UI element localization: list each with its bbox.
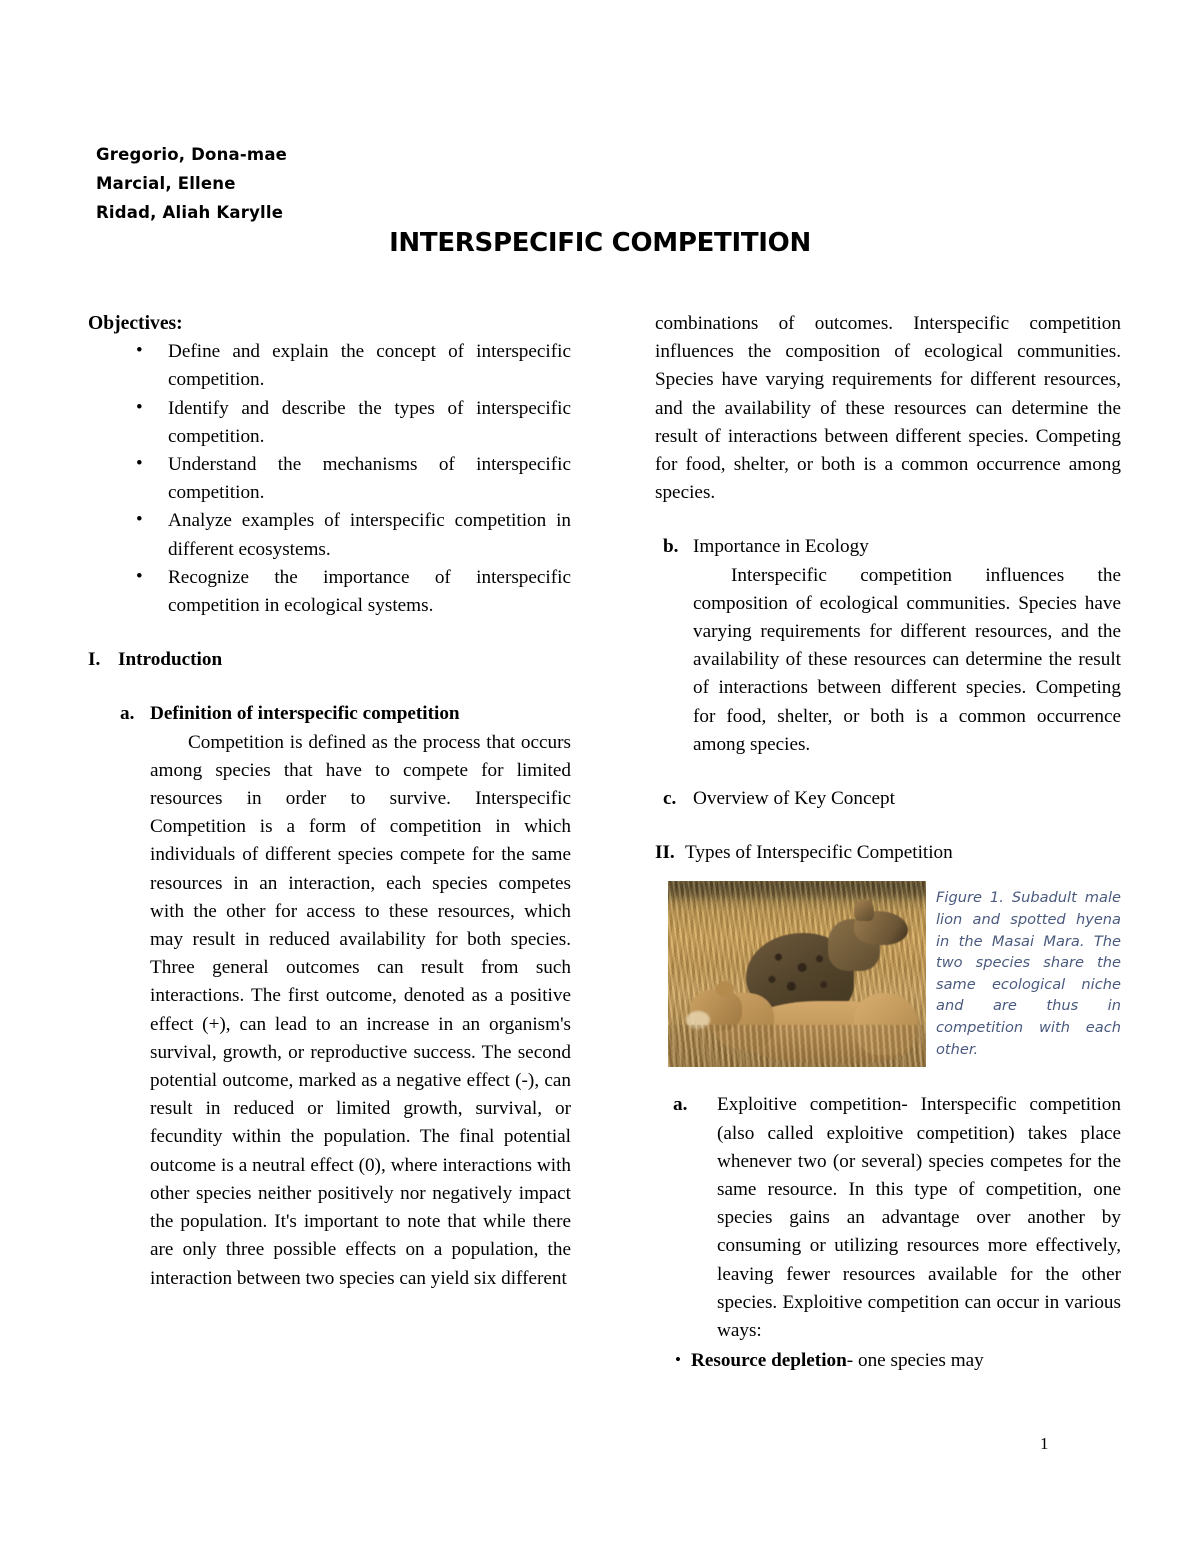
bullet-lead-term: Resource depletion <box>691 1350 847 1372</box>
section-number: I. <box>88 649 101 671</box>
definition-paragraph-continued: combinations of outcomes. Interspecific competition influences the composition of ecological communities. Species have varying requirements for different resources, and the availability of these resources can determine the result of interactions between different species. Competing for food, shelter, or both is a common occurrence among species. <box>655 313 1121 504</box>
importance-paragraph: Interspecific competition influences the composition of ecological communities. Species have varying requirements for different resources, and the availability of these resources can determine the result of interactions between different species. Competing for food, shelter, or both is a common occurrence among species. <box>693 564 1121 755</box>
subsection-heading-importance <box>655 533 1121 561</box>
bullet-resource-depletion <box>655 1347 1121 1375</box>
left-column <box>88 310 571 1293</box>
figure-caption: Figure 1. Subadult male lion and spotted hyena in the Masai Mara. The two species share the same ecological niche and are thus in competition with each other. <box>936 889 1121 1058</box>
list-item: • Analyze examples of interspecific competition in different ecosystems. <box>88 507 571 563</box>
objectives-heading: Objectives: <box>88 313 183 334</box>
section-heading-introduction <box>88 646 571 674</box>
list-item: • Understand the mechanisms of interspecific competition. <box>88 451 571 507</box>
item-exploitive-competition <box>655 1091 1121 1345</box>
subsection-heading-definition <box>88 700 571 728</box>
subsection-number: a. <box>120 703 135 725</box>
bullet-rest-text: - one species may <box>846 1350 984 1372</box>
page-number: 1 <box>1040 1434 1049 1453</box>
item-text: Exploitive competition- Interspecific competition (also called exploitive competition) takes place whenever two (or several) species competes for the same resource. In this type of competition, one species gains an advantage over another by consuming or utilizing resources more effectively, leaving fewer resources available for the other species. Exploitive competition can occur in various ways: <box>717 1094 1121 1342</box>
subsection-title: Definition of interspecific competition <box>150 703 460 725</box>
author-name: Marcial, Ellene <box>96 174 236 193</box>
section-heading-types <box>655 839 1121 867</box>
subsection-title: Overview of Key Concept <box>693 788 895 810</box>
author-name: Gregorio, Dona-mae <box>96 145 288 164</box>
subsection-heading-overview <box>655 785 1121 813</box>
figure-1 <box>655 881 1121 1069</box>
section-title: Types of Interspecific Competition <box>685 842 953 864</box>
section-title: Introduction <box>118 649 223 671</box>
page-title: INTERSPECIFIC COMPETITION <box>389 228 811 258</box>
section-number: II. <box>655 842 675 864</box>
definition-paragraph: Competition is defined as the process that occurs among species that have to compete for limited resources in order to survive. Interspecific Competition is a form of competition in which individuals of different species compete for the same resources in an interaction, each species competes with the other for access to these resources, which may result in reduced availability for both species. Three general outcomes can result from such interactions. The first outcome, denoted as a positive effect (+), can lead to an increase in an organism's survival, growth, or reproductive success. The second potential outcome, marked as a negative effect (-), can result in reduced or limited growth, survival, or fecundity within the population. The final potential outcome is a neutral effect (0), where interactions with other species neither positively nor negatively impact the population. It's important to note that while there are only three possible effects on a population, the interaction between two species can yield six different <box>150 731 571 1289</box>
list-item: • Identify and describe the types of interspecific competition. <box>88 395 571 451</box>
savanna-illustration <box>668 881 926 1067</box>
author-list <box>96 140 287 227</box>
item-marker: a. <box>673 1094 688 1116</box>
list-item: • Define and explain the concept of interspecific competition. <box>88 338 571 394</box>
list-item: • Recognize the importance of interspecific competition in ecological systems. <box>88 564 571 620</box>
figure-photo-lion-hyena <box>668 881 926 1067</box>
right-column <box>655 310 1121 1375</box>
subsection-number: c. <box>663 788 677 810</box>
objectives-list <box>88 338 571 620</box>
subsection-title: Importance in Ecology <box>693 536 869 558</box>
author-name: Ridad, Aliah Karylle <box>96 203 284 222</box>
subsection-number: b. <box>663 536 679 558</box>
